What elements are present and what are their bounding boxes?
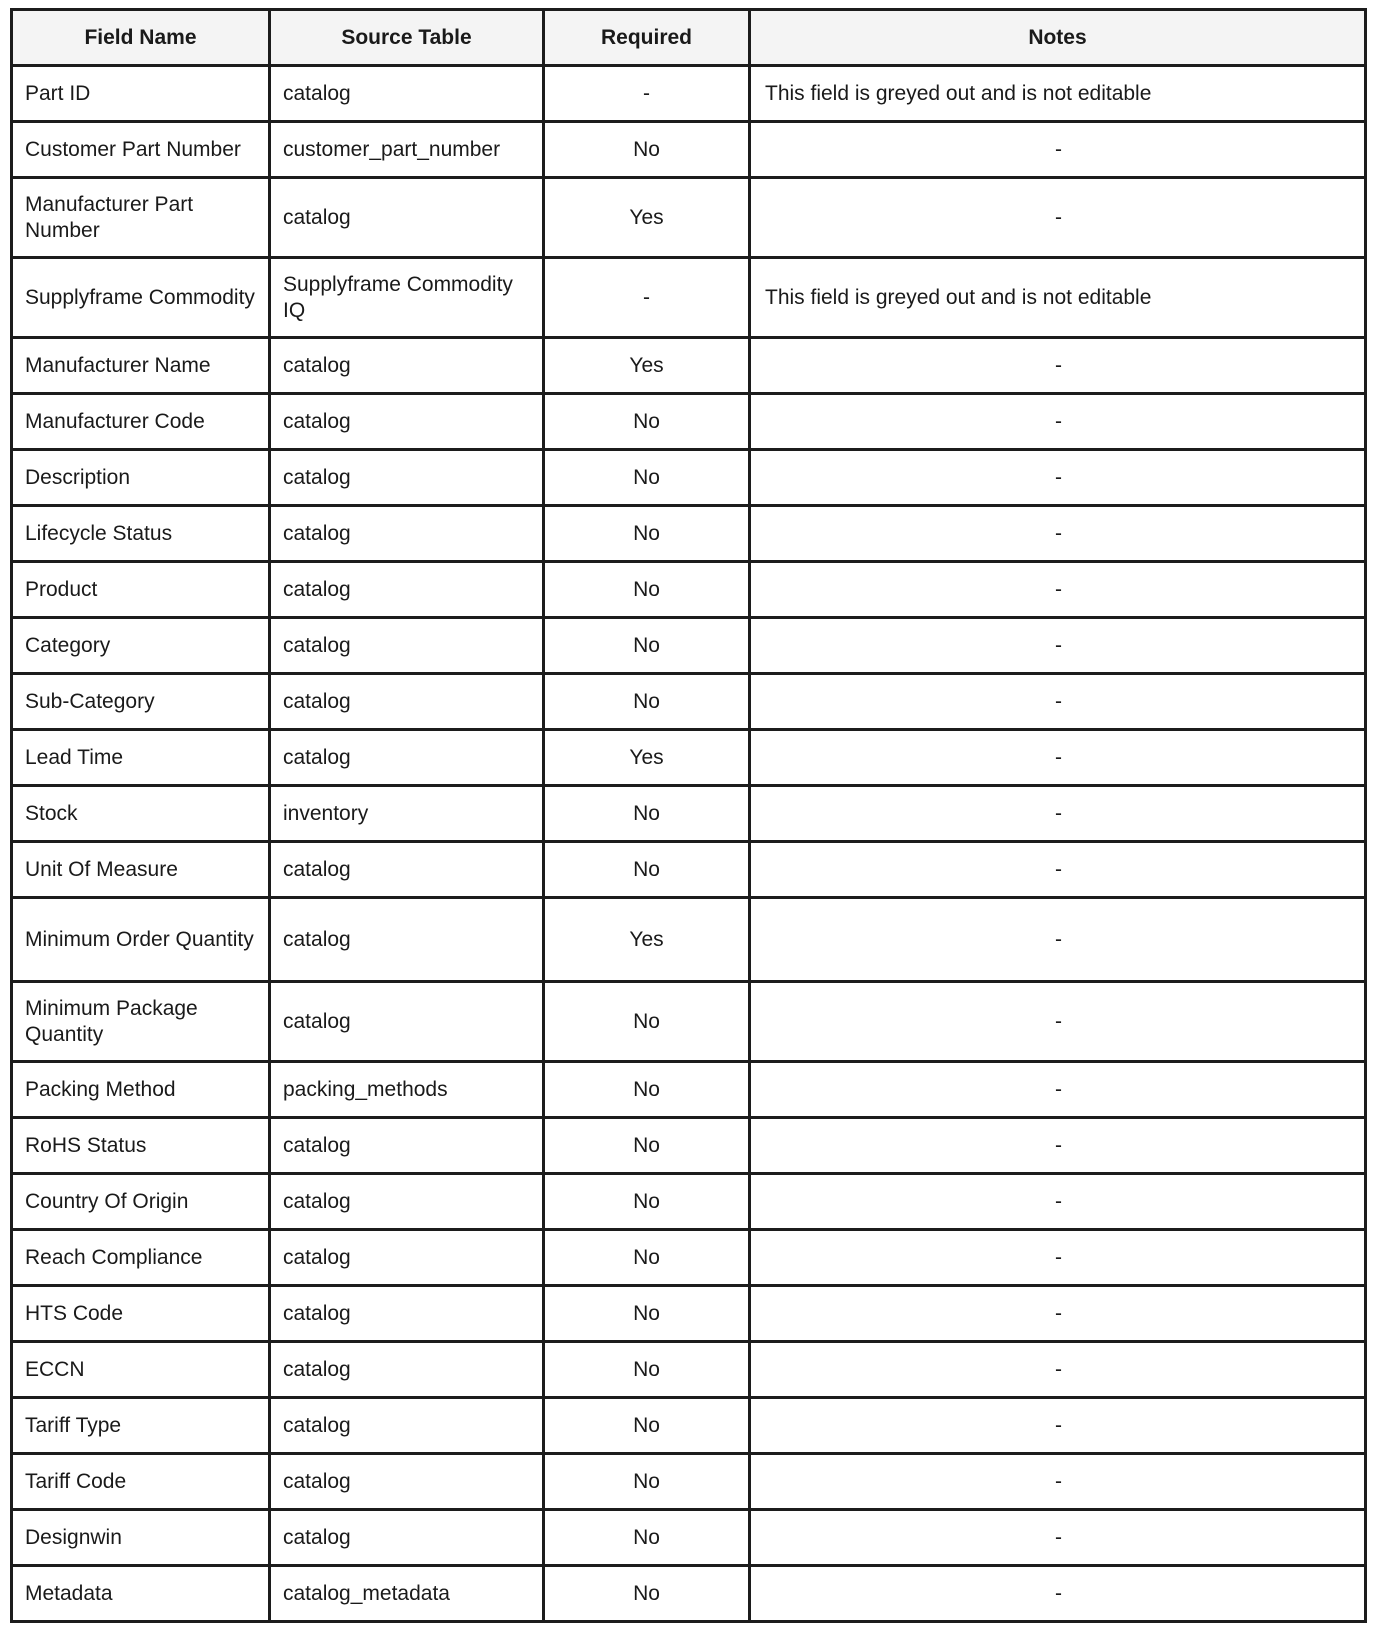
table-row — [12, 338, 1366, 394]
field-name-cell: ECCN — [12, 1342, 270, 1398]
source-table-cell: catalog — [270, 982, 544, 1062]
column-header-notes: Notes — [750, 10, 1366, 66]
notes-cell: - — [750, 1230, 1366, 1286]
table-row — [12, 1398, 1366, 1454]
field-name-cell: Unit Of Measure — [12, 842, 270, 898]
notes-cell: - — [750, 122, 1366, 178]
notes-cell: - — [750, 618, 1366, 674]
source-table-cell: inventory — [270, 786, 544, 842]
notes-cell: - — [750, 1062, 1366, 1118]
field-mapping-table — [10, 8, 1367, 1623]
notes-cell: - — [750, 1398, 1366, 1454]
source-table-cell: catalog — [270, 178, 544, 258]
required-cell: Yes — [544, 338, 750, 394]
notes-cell: - — [750, 1174, 1366, 1230]
field-name-cell: Tariff Type — [12, 1398, 270, 1454]
table-row — [12, 842, 1366, 898]
table-row — [12, 562, 1366, 618]
field-name-cell: Part ID — [12, 66, 270, 122]
notes-cell: This field is greyed out and is not editable — [750, 66, 1366, 122]
table-row — [12, 618, 1366, 674]
table-row — [12, 1062, 1366, 1118]
required-cell: No — [544, 1062, 750, 1118]
required-cell: - — [544, 66, 750, 122]
table-row — [12, 450, 1366, 506]
notes-cell: - — [750, 674, 1366, 730]
table-row — [12, 1118, 1366, 1174]
required-cell: No — [544, 1230, 750, 1286]
field-name-cell: Stock — [12, 786, 270, 842]
table-row — [12, 786, 1366, 842]
notes-cell: This field is greyed out and is not editable — [750, 258, 1366, 338]
table-row — [12, 258, 1366, 338]
source-table-cell: catalog — [270, 730, 544, 786]
required-cell: No — [544, 842, 750, 898]
source-table-cell: catalog — [270, 506, 544, 562]
field-name-cell: Minimum Order Quantity — [12, 898, 270, 982]
field-name-cell: Lead Time — [12, 730, 270, 786]
notes-cell: - — [750, 506, 1366, 562]
table-row — [12, 730, 1366, 786]
column-header-required: Required — [544, 10, 750, 66]
field-name-cell: HTS Code — [12, 1286, 270, 1342]
required-cell: No — [544, 1174, 750, 1230]
source-table-cell: catalog — [270, 1454, 544, 1510]
table-row — [12, 66, 1366, 122]
source-table-cell: catalog — [270, 674, 544, 730]
source-table-cell: catalog — [270, 450, 544, 506]
table-row — [12, 394, 1366, 450]
required-cell: No — [544, 1454, 750, 1510]
notes-cell: - — [750, 1118, 1366, 1174]
field-name-cell: Sub-Category — [12, 674, 270, 730]
notes-cell: - — [750, 982, 1366, 1062]
notes-cell: - — [750, 786, 1366, 842]
source-table-cell: catalog — [270, 1230, 544, 1286]
notes-cell: - — [750, 842, 1366, 898]
source-table-cell: catalog — [270, 394, 544, 450]
notes-cell: - — [750, 450, 1366, 506]
field-name-cell: Country Of Origin — [12, 1174, 270, 1230]
required-cell: No — [544, 1118, 750, 1174]
field-name-cell: Designwin — [12, 1510, 270, 1566]
source-table-cell: catalog_metadata — [270, 1566, 544, 1622]
field-name-cell: Category — [12, 618, 270, 674]
field-name-cell: Customer Part Number — [12, 122, 270, 178]
required-cell: Yes — [544, 730, 750, 786]
source-table-cell: catalog — [270, 1510, 544, 1566]
source-table-cell: packing_methods — [270, 1062, 544, 1118]
required-cell: - — [544, 258, 750, 338]
table-row — [12, 898, 1366, 982]
source-table-cell: catalog — [270, 1342, 544, 1398]
required-cell: No — [544, 562, 750, 618]
notes-cell: - — [750, 1342, 1366, 1398]
required-cell: Yes — [544, 898, 750, 982]
field-name-cell: Manufacturer Code — [12, 394, 270, 450]
column-header-field-name: Field Name — [12, 10, 270, 66]
field-mapping-table-container — [10, 8, 1364, 1623]
required-cell: No — [544, 122, 750, 178]
required-cell: No — [544, 674, 750, 730]
field-name-cell: Product — [12, 562, 270, 618]
field-name-cell: Metadata — [12, 1566, 270, 1622]
table-row — [12, 1286, 1366, 1342]
notes-cell: - — [750, 1286, 1366, 1342]
field-name-cell: Packing Method — [12, 1062, 270, 1118]
notes-cell: - — [750, 1566, 1366, 1622]
table-row — [12, 982, 1366, 1062]
required-cell: No — [544, 786, 750, 842]
field-name-cell: Manufacturer Name — [12, 338, 270, 394]
source-table-cell: catalog — [270, 1286, 544, 1342]
field-name-cell: Manufacturer Part Number — [12, 178, 270, 258]
required-cell: No — [544, 450, 750, 506]
notes-cell: - — [750, 338, 1366, 394]
table-header-row — [12, 10, 1366, 66]
table-row — [12, 1174, 1366, 1230]
required-cell: No — [544, 394, 750, 450]
required-cell: No — [544, 618, 750, 674]
notes-cell: - — [750, 562, 1366, 618]
required-cell: No — [544, 1566, 750, 1622]
table-row — [12, 1230, 1366, 1286]
required-cell: No — [544, 1398, 750, 1454]
source-table-cell: Supplyframe Commodity IQ — [270, 258, 544, 338]
required-cell: No — [544, 1286, 750, 1342]
field-name-cell: Lifecycle Status — [12, 506, 270, 562]
source-table-cell: catalog — [270, 338, 544, 394]
table-row — [12, 1454, 1366, 1510]
table-row — [12, 178, 1366, 258]
notes-cell: - — [750, 178, 1366, 258]
field-name-cell: RoHS Status — [12, 1118, 270, 1174]
field-name-cell: Minimum Package Quantity — [12, 982, 270, 1062]
required-cell: No — [544, 1342, 750, 1398]
field-name-cell: Tariff Code — [12, 1454, 270, 1510]
required-cell: No — [544, 506, 750, 562]
table-row — [12, 1342, 1366, 1398]
notes-cell: - — [750, 898, 1366, 982]
table-row — [12, 1510, 1366, 1566]
source-table-cell: customer_part_number — [270, 122, 544, 178]
field-name-cell: Description — [12, 450, 270, 506]
table-row — [12, 122, 1366, 178]
field-name-cell: Supplyframe Commodity — [12, 258, 270, 338]
source-table-cell: catalog — [270, 1174, 544, 1230]
notes-cell: - — [750, 730, 1366, 786]
source-table-cell: catalog — [270, 562, 544, 618]
column-header-source-table: Source Table — [270, 10, 544, 66]
notes-cell: - — [750, 394, 1366, 450]
notes-cell: - — [750, 1454, 1366, 1510]
table-body — [12, 66, 1366, 1622]
source-table-cell: catalog — [270, 618, 544, 674]
source-table-cell: catalog — [270, 898, 544, 982]
source-table-cell: catalog — [270, 1398, 544, 1454]
required-cell: No — [544, 982, 750, 1062]
table-row — [12, 506, 1366, 562]
source-table-cell: catalog — [270, 1118, 544, 1174]
required-cell: No — [544, 1510, 750, 1566]
required-cell: Yes — [544, 178, 750, 258]
notes-cell: - — [750, 1510, 1366, 1566]
field-name-cell: Reach Compliance — [12, 1230, 270, 1286]
table-row — [12, 1566, 1366, 1622]
table-row — [12, 674, 1366, 730]
source-table-cell: catalog — [270, 842, 544, 898]
source-table-cell: catalog — [270, 66, 544, 122]
